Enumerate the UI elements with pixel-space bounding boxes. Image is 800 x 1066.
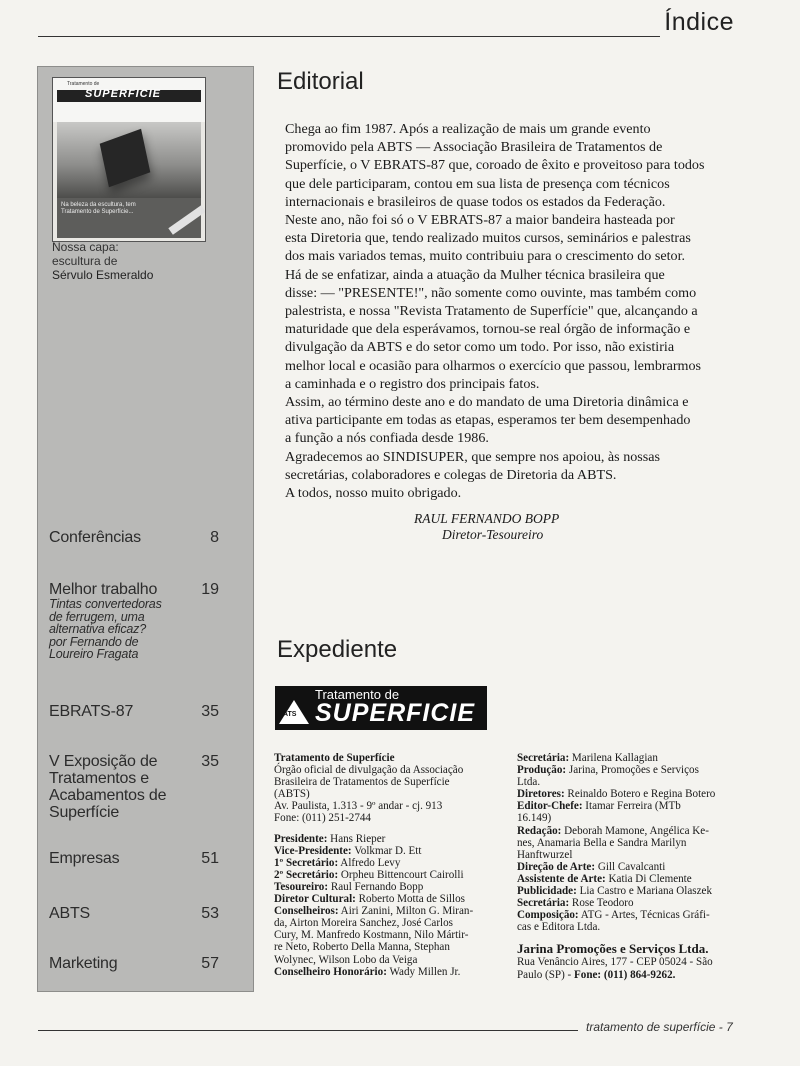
board-label: 1º Secretário: xyxy=(274,856,339,869)
board-line xyxy=(274,893,504,905)
editorial-line: maturidade que dela esperávamos, tornou-se real órgão de informação e xyxy=(285,321,691,338)
toc-entry-page: 35 xyxy=(201,753,219,770)
signature-role: Diretor-Tesoureiro xyxy=(442,527,544,542)
staff-label: Redação: xyxy=(517,824,562,837)
board-line xyxy=(274,869,504,881)
board-label: Conselheiro Honorário: xyxy=(274,965,387,978)
cover-logo-text: SUPERFICIE xyxy=(85,88,162,100)
cover-sculpture-photo xyxy=(57,122,201,198)
staff-line: cas e Editora Ltda. xyxy=(517,921,601,934)
editorial-line: internacionais e brasileiros de quase todos os estados da Federação. xyxy=(285,193,666,210)
board-line: re Neto, Roberto Della Manna, Stephan xyxy=(274,941,450,954)
staff-label: Diretores: xyxy=(517,788,565,801)
magazine-logo xyxy=(275,686,487,730)
staff-line xyxy=(517,788,737,800)
toc-entry-marketing[interactable] xyxy=(49,955,219,972)
staff-label: Composição: xyxy=(517,909,579,922)
publisher-address-phone xyxy=(517,969,737,981)
masthead-line: Av. Paulista, 1.313 - 9º andar - cj. 913 xyxy=(274,800,443,813)
board-value: Raul Fernando Bopp xyxy=(328,880,424,893)
toc-entry-page: 57 xyxy=(201,955,219,972)
expediente-right-column xyxy=(517,752,737,981)
editorial-line: Agradecemos ao SINDISUPER, que sempre nos apoiou, às nossas xyxy=(285,448,660,465)
board-value: Wady Millen Jr. xyxy=(386,965,461,978)
toc-entry-conferencias[interactable] xyxy=(49,529,219,546)
toc-entry-v-exposicao[interactable] xyxy=(49,753,219,821)
cover-masthead-small-text: Tratamento de xyxy=(67,81,100,87)
staff-label: Secretária: xyxy=(517,752,570,764)
board-label: Diretor Cultural: xyxy=(274,893,356,906)
cover-masthead xyxy=(53,78,205,122)
toc-entry-subtitle: por Fernando de xyxy=(49,634,139,649)
staff-line xyxy=(517,861,737,873)
staff-line xyxy=(517,897,737,909)
masthead-line: (ABTS) xyxy=(274,788,310,801)
editorial-line: A todos, nosso muito obrigado. xyxy=(285,485,462,502)
cover-note-line: escultura de xyxy=(52,254,118,268)
staff-line xyxy=(517,909,737,921)
logo-abbreviation: ATS xyxy=(283,711,297,718)
board-line xyxy=(274,833,504,845)
staff-line xyxy=(517,885,737,897)
masthead-line: Fone: (011) 251-2744 xyxy=(274,812,371,825)
staff-line xyxy=(517,873,737,885)
masthead-line: Brasileira de Tratamentos de Superfície xyxy=(274,776,450,789)
cover-note xyxy=(52,240,153,282)
footer-rule xyxy=(38,1030,578,1031)
editorial-line: promovido pela ABTS — Associação Brasileira de Tratamentos de xyxy=(285,139,663,156)
toc-entry-abts[interactable] xyxy=(49,905,219,922)
page-footer: tratamento de superfície - 7 xyxy=(586,1020,733,1034)
toc-entry-title: Melhor trabalho xyxy=(49,581,158,598)
staff-label: Secretária: xyxy=(517,897,570,910)
staff-line: Ltda. xyxy=(517,776,541,789)
board-line xyxy=(274,905,504,917)
board-line: da, Airton Moreira Sanchez, José Carlos xyxy=(274,917,453,930)
cover-note-line: Nossa capa: xyxy=(52,240,119,254)
toc-entry-page: 51 xyxy=(201,850,219,867)
staff-value: Itamar Ferreira (MTb xyxy=(582,800,681,813)
toc-entry-subtitle: Loureiro Fragata xyxy=(49,647,139,661)
logo-main-text: SUPERFICIE xyxy=(315,699,476,727)
cover-footer xyxy=(57,198,201,238)
staff-value: Reinaldo Botero e Regina Botero xyxy=(564,788,716,801)
toc-entry-melhor-trabalho[interactable] xyxy=(49,581,219,661)
board-value: Hans Rieper xyxy=(327,832,386,845)
board-value: Orpheu Bittencourt Cairolli xyxy=(338,868,464,881)
editorial-line: que dele participaram, contou em sua lista de presença com técnicos xyxy=(285,175,670,192)
editorial-line: dos mais variados temas, muito contribuiu para o crescimento do setor. xyxy=(285,248,686,265)
toc-entry-title: V Exposição de xyxy=(49,753,158,770)
toc-entry-title: EBRATS-87 xyxy=(49,703,134,720)
editorial-heading: Editorial xyxy=(277,68,364,95)
staff-line: 16.149) xyxy=(517,812,552,825)
staff-label: Publicidade: xyxy=(517,885,577,898)
editorial-line: melhor local e ocasião para olharmos o exercício que passou, lembrarmos xyxy=(285,357,702,374)
toc-entry-title-continued: Superfície xyxy=(49,804,120,821)
board-label: Presidente: xyxy=(274,832,328,845)
editorial-body xyxy=(285,120,747,502)
staff-label: Direção de Arte: xyxy=(517,860,596,873)
staff-line xyxy=(517,800,737,812)
editorial-line: Superfície, o V EBRATS-87 que, coroado de êxito e proveitoso para todos xyxy=(285,157,705,174)
cube-sculpture-shape xyxy=(100,129,151,188)
toc-entry-subtitle: Tintas convertedoras xyxy=(49,597,162,611)
masthead-label: Tratamento de Superfície xyxy=(274,752,395,764)
editorial-line: Neste ano, não foi só o V EBRATS-87 a maior bandeira hasteada por xyxy=(285,212,675,229)
board-line: Cury, M. Manfredo Kostmann, Nilo Mártir- xyxy=(274,929,469,942)
board-label: Conselheiros: xyxy=(274,905,339,918)
toc-entry-page: 35 xyxy=(201,703,219,720)
staff-value: Jarina, Promoções e Serviços xyxy=(566,764,699,777)
staff-value: Deborah Mamone, Angélica Ke- xyxy=(561,824,709,837)
editorial-line: ativa participante em todas as etapas, esperamos ter bem desempenhado xyxy=(285,412,691,429)
toc-entry-title: Marketing xyxy=(49,955,118,972)
board-label: Tesoureiro: xyxy=(274,880,329,893)
staff-value: Lia Castro e Mariana Olaszek xyxy=(576,885,713,898)
editorial-line: a caminhada e o registro dos principais fatos. xyxy=(285,375,540,392)
board-label: Vice-Presidente: xyxy=(274,844,352,857)
editorial-line: Há de se enfatizar, ainda a atuação da Mulher técnica brasileira que xyxy=(285,266,665,283)
toc-entry-title-continued: Acabamentos de xyxy=(49,787,167,804)
cover-thumbnail xyxy=(52,77,206,242)
staff-value: Rose Teodoro xyxy=(569,897,634,910)
staff-line xyxy=(517,752,737,764)
address-text: Paulo (SP) - xyxy=(517,968,575,981)
editorial-line: a função a nós confiada desde 1986. xyxy=(285,430,489,447)
toc-entry-empresas[interactable] xyxy=(49,850,219,867)
editorial-line: disse: — "PRESENTE!", não somente como ouvinte, mas também como xyxy=(285,284,697,301)
toc-entry-ebrats-87[interactable] xyxy=(49,703,219,720)
header-rule xyxy=(38,36,660,37)
editorial-line: palestrista, e nossa "Revista Tratamento de Superfície" que, alcançando a xyxy=(285,303,698,320)
sidebar-index-panel xyxy=(37,66,254,992)
publisher-name: Jarina Promoções e Serviços Ltda. xyxy=(517,941,709,957)
toc-entry-page: 19 xyxy=(201,581,219,598)
editorial-signature xyxy=(414,511,559,543)
expediente-left-column xyxy=(274,752,504,978)
board-label: 2º Secretário: xyxy=(274,868,339,881)
cover-note-line: Sérvulo Esmeraldo xyxy=(52,268,154,282)
staff-value: Gill Cavalcanti xyxy=(595,860,666,873)
publisher-phone: Fone: (011) 864-9262. xyxy=(574,968,676,981)
editorial-line: divulgação da ABTS e do setor como um todo. Por isso, não existiria xyxy=(285,339,675,356)
toc-entry-title: ABTS xyxy=(49,905,90,922)
editorial-line: esta Diretoria que, tendo realizado muitos cursos, seminários e palestras xyxy=(285,230,691,247)
staff-value: Katia Di Clemente xyxy=(605,872,692,885)
board-line xyxy=(274,966,504,978)
staff-line: nes, Anamaria Bella e Sandra Marilyn xyxy=(517,836,687,849)
editorial-line: Chega ao fim 1987. Após a realização de mais um grande evento xyxy=(285,121,651,137)
staff-line xyxy=(517,764,737,776)
staff-label: Editor-Chefe: xyxy=(517,800,583,813)
cover-caption: Na beleza da escultura, tem Tratamento de Superfície... xyxy=(61,202,136,215)
staff-value: Marilena Kallagian xyxy=(569,752,658,764)
toc-entry-subtitle: alternativa eficaz? xyxy=(49,622,146,636)
toc-entry-page: 8 xyxy=(210,529,219,546)
toc-entry-title: Empresas xyxy=(49,850,120,867)
board-value: Alfredo Levy xyxy=(338,856,401,869)
board-line: Wolynec, Wilson Lobo da Veiga xyxy=(274,953,418,966)
publisher-address: Rua Venâncio Aires, 177 - CEP 05024 - São xyxy=(517,956,713,969)
signature-name: RAUL FERNANDO BOPP xyxy=(414,511,560,526)
staff-line xyxy=(517,825,737,837)
toc-entry-title-continued: Tratamentos e xyxy=(49,770,149,787)
cover-ribbon xyxy=(168,205,205,234)
toc-entry-title: Conferências xyxy=(49,529,141,546)
board-value: Roberto Motta de Sillos xyxy=(355,893,465,906)
page-section-title: Índice xyxy=(664,8,734,36)
staff-label: Assistente de Arte: xyxy=(517,872,606,885)
masthead-line: Órgão oficial de divulgação da Associação xyxy=(274,764,464,777)
logo-top-text: Tratamento de xyxy=(315,687,400,702)
toc-entry-subtitle: de ferrugem, uma xyxy=(49,609,145,624)
toc-entry-page: 53 xyxy=(201,905,219,922)
board-line xyxy=(274,857,504,869)
board-line xyxy=(274,881,504,893)
staff-label: Produção: xyxy=(517,764,567,777)
board-value: Airi Zanini, Milton G. Miran- xyxy=(338,905,474,918)
staff-line: Hanftwurzel xyxy=(517,848,573,861)
editorial-line: Assim, ao término deste ano e do mandato de uma Diretoria dinâmica e xyxy=(285,394,689,411)
board-line xyxy=(274,845,504,857)
masthead-line xyxy=(274,752,504,764)
board-value: Volkmar D. Ett xyxy=(351,844,422,857)
editorial-line: secretárias, colaboradores e colegas de Diretoria da ABTS. xyxy=(285,466,617,483)
expediente-heading: Expediente xyxy=(277,636,398,663)
staff-value: ATG - Artes, Técnicas Gráfi- xyxy=(578,909,710,922)
